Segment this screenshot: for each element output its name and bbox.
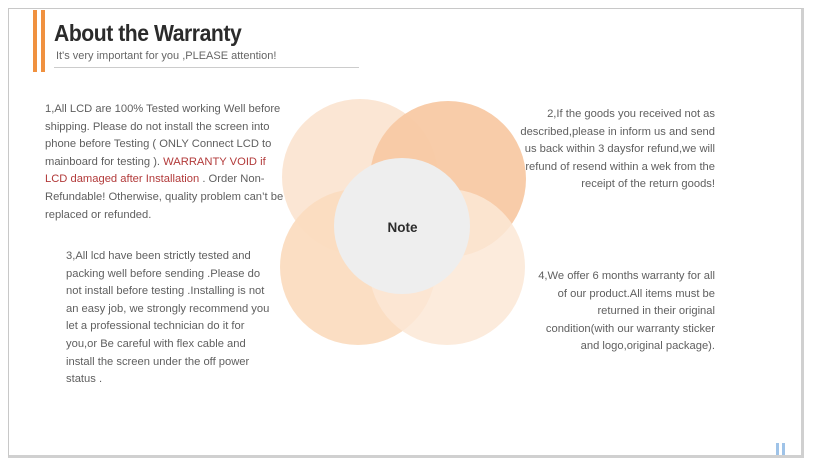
warranty-note-1 [45, 101, 290, 224]
page-subtitle: It's very important for you ,PLEASE attention! [56, 50, 277, 62]
scroll-indicator-icon [776, 443, 786, 455]
accent-bar-right [41, 10, 45, 72]
page-title: About the Warranty [54, 20, 242, 46]
note-1-text-a: 1,All LCD are 100% Tested working Well before shipping. Please do not install the screen into phone before Testing ( ONLY Connect LCD to mainboard for testing ). [45, 103, 281, 168]
title-divider [54, 67, 359, 68]
note-1-warning: WARRANTY VOID if LCD damaged after Installation [45, 155, 266, 186]
accent-bar-left [33, 10, 37, 72]
note-1-text-b: . Order Non-Refundable! Otherwise, quality problem can’t be replaced or refunded. [45, 173, 284, 221]
warranty-note-2: 2,If the goods you received not as described,please in inform us and send us back within 3 daysfor refund,we will refund of resend within a wek from the receipt of the return goods! [520, 108, 715, 191]
warranty-note-4: 4,We offer 6 months warranty for all of our product.All items must be returned in their original condition(with our warranty sticker and logo,original package). [538, 270, 715, 353]
center-note-label: Note [387, 220, 418, 235]
warranty-note-3: 3,All lcd have been strictly tested and packing well before sending .Please do not install before testing .Installing is not an easy job, we strongly recommend you let a professional technician do it for you,or Be careful with flex cable and install the screen under the off power status . [66, 250, 270, 386]
